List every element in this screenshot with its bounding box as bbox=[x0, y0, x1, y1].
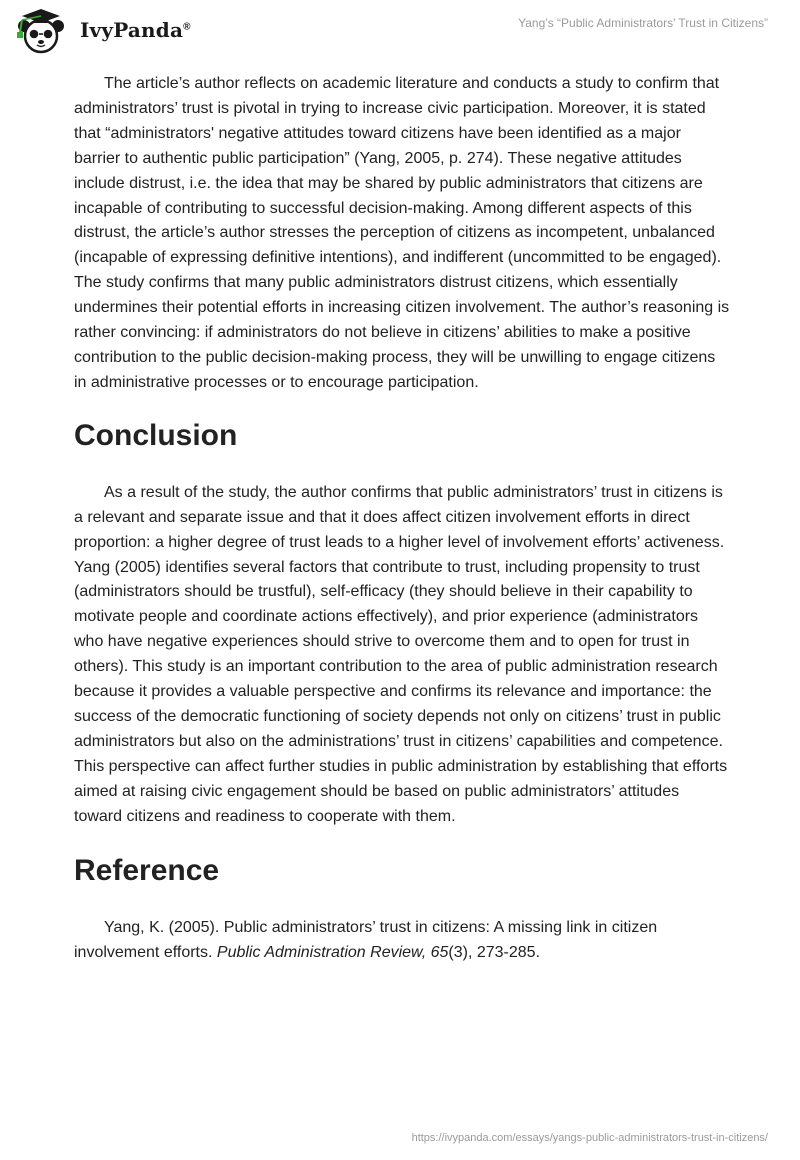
reference-heading: Reference bbox=[74, 854, 220, 888]
reference-journal: Public Administration Review, 65 bbox=[216, 944, 449, 962]
panda-graduation-icon bbox=[14, 6, 74, 54]
source-url[interactable]: https://ivypanda.com/essays/yangs-public-administrators-trust-in-citizens/ bbox=[411, 1132, 768, 1144]
running-title: Yang’s “Public Administrators’ Trust in Citizens” bbox=[518, 16, 768, 30]
page-header bbox=[0, 0, 800, 64]
logo-text: IvyPanda® bbox=[80, 18, 191, 42]
essay-body bbox=[74, 72, 730, 966]
ivypanda-logo[interactable] bbox=[14, 6, 191, 54]
reference-entry bbox=[74, 916, 730, 966]
conclusion-heading: Conclusion bbox=[74, 418, 238, 452]
conclusion-paragraph: As a result of the study, the author confirms that public administrators’ trust in citizens is a relevant and separate issue and that it does affect citizen involvement efforts in direct proportion: a higher degree of trust leads to a higher level of involvement efforts’ activeness. Yang (2005) identifies several factors that contribute to trust, including propensity to trust (administrators should be trustful), self-efficacy (they should believe in their capability to motivate people and coordinate actions effectively), and prior experience (administrators who have negative experiences should strive to overcome them and to open for trust in others). This study is an important contribution to the area of public administration research because it provides a valuable perspective and confirms its relevance and importance: the success of the democratic functioning of society depends not only on citizens’ trust in public administrators but also on the administrations’ trust in citizens’ capabilities and competence. This perspective can affect further studies in public administration by establishing that efforts aimed at raising civic engagement should be based on public administrators’ attitudes toward citizens and readiness to cooperate with them. bbox=[74, 483, 728, 825]
reference-text: Yang, K. (2005). Public administrators’ trust in citizens: A missing link in citizen involvement efforts. bbox=[74, 919, 658, 962]
intro-paragraph: The article’s author reflects on academic literature and conducts a study to confirm that administrators’ trust is pivotal in trying to increase civic participation. Moreover, it is stated that “administrators' negative attitudes toward citizens have been identified as a major barrier to authentic public participation” (Yang, 2005, p. 274). These negative attitudes include distrust, i.e. the idea that may be shared by public administrators that citizens are incapable of contributing to successful decision-making. Among different aspects of this distrust, the article’s author stresses the perception of citizens as incompetent, unbalanced (incapable of expressing definitive intentions), and indifferent (uncommitted to be engaged). The study confirms that many public administrators distrust citizens, which essentially undermines their potential efforts in increasing citizen involvement. The author’s reasoning is rather convincing: if administrators do not believe in citizens’ abilities to make a positive contribution to the public decision-making process, they will be unwilling to engage citizens in administrative processes or to encourage participation. bbox=[74, 75, 730, 391]
reference-issue-pages: (3), 273-285. bbox=[448, 944, 541, 962]
